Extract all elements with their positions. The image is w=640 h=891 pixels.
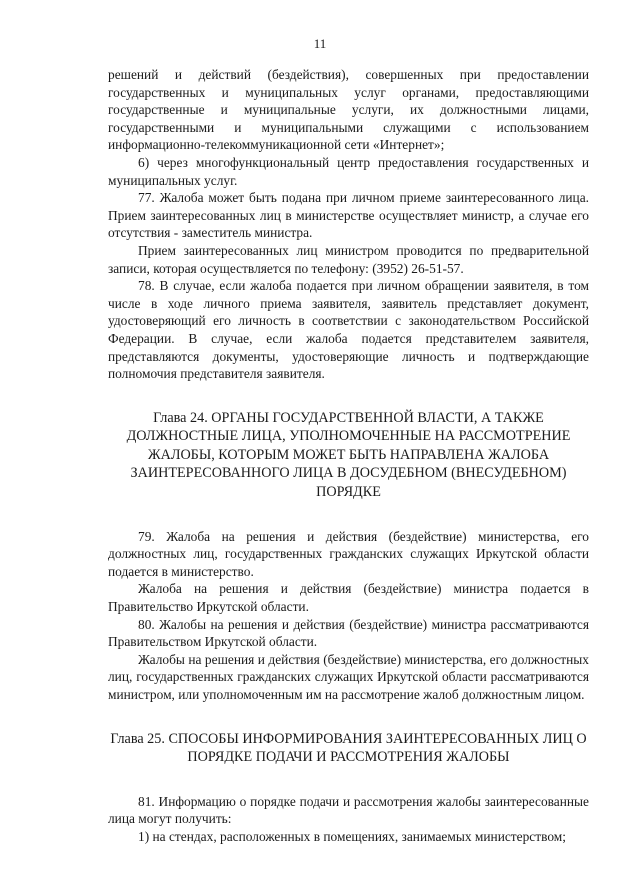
paragraph-81: 81. Информацию о порядке подачи и рассмотрения жалобы заинтересованные лица могут получить:: [108, 793, 589, 827]
chapter-24-heading: Глава 24. ОРГАНЫ ГОСУДАРСТВЕННОЙ ВЛАСТИ, А ТАКЖЕ ДОЛЖНОСТНЫЕ ЛИЦА, УПОЛНОМОЧЕННЫЕ НА РАССМОТРЕНИЕ ЖАЛОБЫ, КОТОРЫМ МОЖЕТ БЫТЬ НАПРАВЛЕНА ЖАЛОБА ЗАИНТЕРЕСОВАННОГО ЛИЦА В ДОСУДЕБНОМ (ВНЕСУДЕБНОМ) ПОРЯДКЕ: [126, 409, 571, 501]
spacer: [108, 767, 589, 793]
page-number: 11: [313, 36, 327, 51]
paragraph-77: 77. Жалоба может быть подана при личном приеме заинтересованного лица. Прием заинтересованных лиц в министерстве осуществляет министр, а случае его отсутствия - заместитель министра.: [108, 190, 589, 241]
paragraph-80: 80. Жалобы на решения и действия (бездействие) министра рассматриваются Правительством Иркутской области.: [108, 616, 589, 650]
paragraph-item-6: 6) через многофункциональный центр предоставления государственных и муниципальных услуг.: [108, 154, 589, 188]
paragraph-79: 79. Жалоба на решения и действия (бездействие) министерства, его должностных лиц, государственных гражданских служащих Иркутской области подается в министерство.: [108, 528, 589, 579]
spacer: [108, 704, 589, 730]
spacer: [108, 502, 589, 528]
paragraph-minister-complaint: Жалоба на решения и действия (бездействие) министра подается в Правительство Иркутской области.: [108, 581, 589, 615]
paragraph-continuation: решений и действий (бездействия), совершенных при предоставлении государственных и муниципальных услуг органами, предоставляющими государственные и муниципальные услуги, их должностными лицами, государственными и муниципальными служащими с использованием информационно-телекоммуникационной сети «Интернет»;: [108, 67, 589, 153]
chapter-25-heading: Глава 25. СПОСОБЫ ИНФОРМИРОВАНИЯ ЗАИНТЕРЕСОВАННЫХ ЛИЦ О ПОРЯДКЕ ПОДАЧИ И РАССМОТРЕНИЯ ЖАЛОБЫ: [110, 730, 587, 766]
paragraph-reception: Прием заинтересованных лиц министром проводится по предварительной записи, которая осуществляется по телефону: (3952) 26-51-57.: [108, 242, 589, 276]
paragraph-78: 78. В случае, если жалоба подается при личном обращении заявителя, в том числе в ходе личного приема заявителя, заявитель представляет документ, удостоверяющий его личность в соответствии с законодательством Российской Федерации. В случае, если жалоба подается представителем заявителя, представляются документы, удостоверяющие личность и подтверждающие полномочия представителя заявителя.: [108, 278, 589, 382]
spacer: [108, 383, 589, 409]
paragraph-81-item-1: 1) на стендах, расположенных в помещениях, занимаемых министерством;: [138, 828, 566, 844]
paragraph-ministry-complaints: Жалобы на решения и действия (бездействие) министерства, его должностных лиц, государственных гражданских служащих Иркутской области рассматриваются министром, или уполномоченным им на рассмотрение жалоб должностным лицом.: [108, 651, 589, 702]
document-body: [108, 66, 589, 846]
